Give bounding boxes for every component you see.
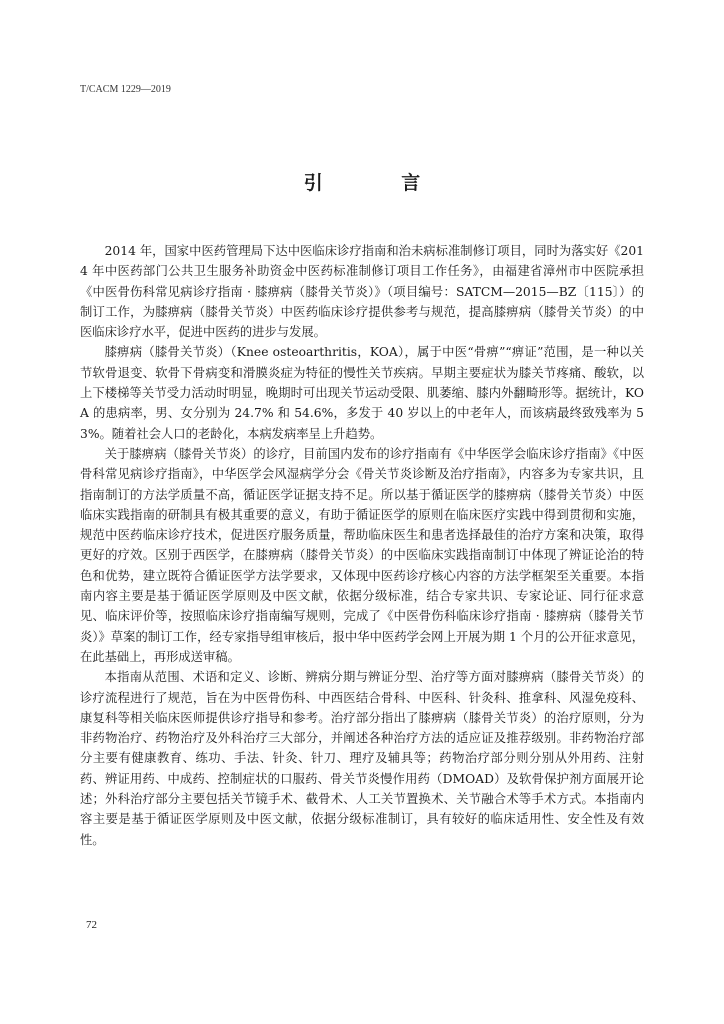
paragraph-4: 本指南从范围、术语和定义、诊断、辨病分期与辨证分型、治疗等方面对膝痹病（膝骨关节炎）的诊疗流程进行了规范，旨在为中医骨伤科、中西医结合骨科、中医科、针灸科、推拿科、风湿免疫科、康复科等相关临床医师提供诊疗指导和参考。治疗部分指出了膝痹病（膝骨关节炎）的治疗原则，分为非药物治疗、药物治疗及外科治疗三大部分，并阐述各种治疗方法的适应证及推荐级别。非药物治疗部分主要有健康教育、练功、手法、针灸、针刀、理疗及辅具等；药物治疗部分则分别从外用药、注射药、辨证用药、中成药、控制症状的口服药、骨关节炎慢作用药（DMOAD）及软骨保护剂方面展开论述；外科治疗部分主要包括关节镜手术、截骨术、人工关节置换术、关节融合术等手术方式。本指南内容主要是基于循证医学原则及中医文献，依据分级标准制订，具有较好的临床适用性、安全性及有效性。 bbox=[80, 670, 644, 847]
paragraph-2: 膝痹病（膝骨关节炎）（Knee osteoarthritis，KOA），属于中医“骨痹”“痹证”范围，是一种以关节软骨退变、软骨下骨病变和滑膜炎症为特征的慢性关节疾病。早期主要症状为膝关节疼痛、酸软，以上下楼梯等关节受力活动时明显，晚期时可出现关节运动受限、肌萎缩、膝内外翻畸形等。据统计，KOA 的患病率，男、女分别为 24.7% 和 54.6%，多发于 40 岁以上的中老年人，而该病最终致残率为 53%。随着社会人口的老龄化，本病发病率呈上升趋势。 bbox=[80, 345, 644, 441]
paragraph-1: 2014 年，国家中医药管理局下达中医临床诊疗指南和治未病标准制修订项目，同时为落实好《2014 年中医药部门公共卫生服务补助资金中医药标准制修订项目工作任务》，由福建省漳州市中医院承担《中医骨伤科常见病诊疗指南 · 膝痹病（膝骨关节炎）》（项目编号：SATCM—2015—BZ〔115〕）的制订工作，为膝痹病（膝骨关节炎）中医药临床诊疗提供参考与规范，提高膝痹病（膝骨关节炎）的中医临床诊疗水平，促进中医药的进步与发展。 bbox=[80, 244, 644, 340]
page-title: 引 言 bbox=[303, 172, 457, 194]
document-body bbox=[80, 241, 644, 850]
page-number: 72 bbox=[86, 919, 97, 931]
paragraph-3: 关于膝痹病（膝骨关节炎）的诊疗，目前国内发布的诊疗指南有《中华医学会临床诊疗指南》《中医骨科常见病诊疗指南》，中华医学会风湿病学分会《骨关节炎诊断及治疗指南》，内容多为专家共识，且指南制订的方法学质量不高，循证医学证据支持不足。所以基于循证医学的膝痹病（膝骨关节炎）中医临床实践指南的研制具有极其重要的意义，有助于循证医学的原则在临床医疗实践中得到贯彻和实施，规范中医药临床诊疗技术，促进医疗服务质量，帮助临床医生和患者选择最佳的治疗方案和决策，取得更好的疗效。区别于西医学，在膝痹病（膝骨关节炎）的中医临床实践指南制订中体现了辨证论治的特色和优势，建立既符合循证医学方法学要求，又体现中医药诊疗核心内容的方法学框架至关重要。本指南内容主要是基于循证医学原则及中医文献，依据分级标准，结合专家共识、专家论证、同行征求意见、临床评价等，按照临床诊疗指南编写规则，完成了《中医骨伤科临床诊疗指南 · 膝痹病（膝骨关节炎）》草案的制订工作，经专家指导组审核后，报中华中医药学会网上开展为期 1 个月的公开征求意见，在此基础上，再形成送审稿。 bbox=[80, 446, 644, 664]
standard-code: T/CACM 1229—2019 bbox=[80, 84, 171, 95]
